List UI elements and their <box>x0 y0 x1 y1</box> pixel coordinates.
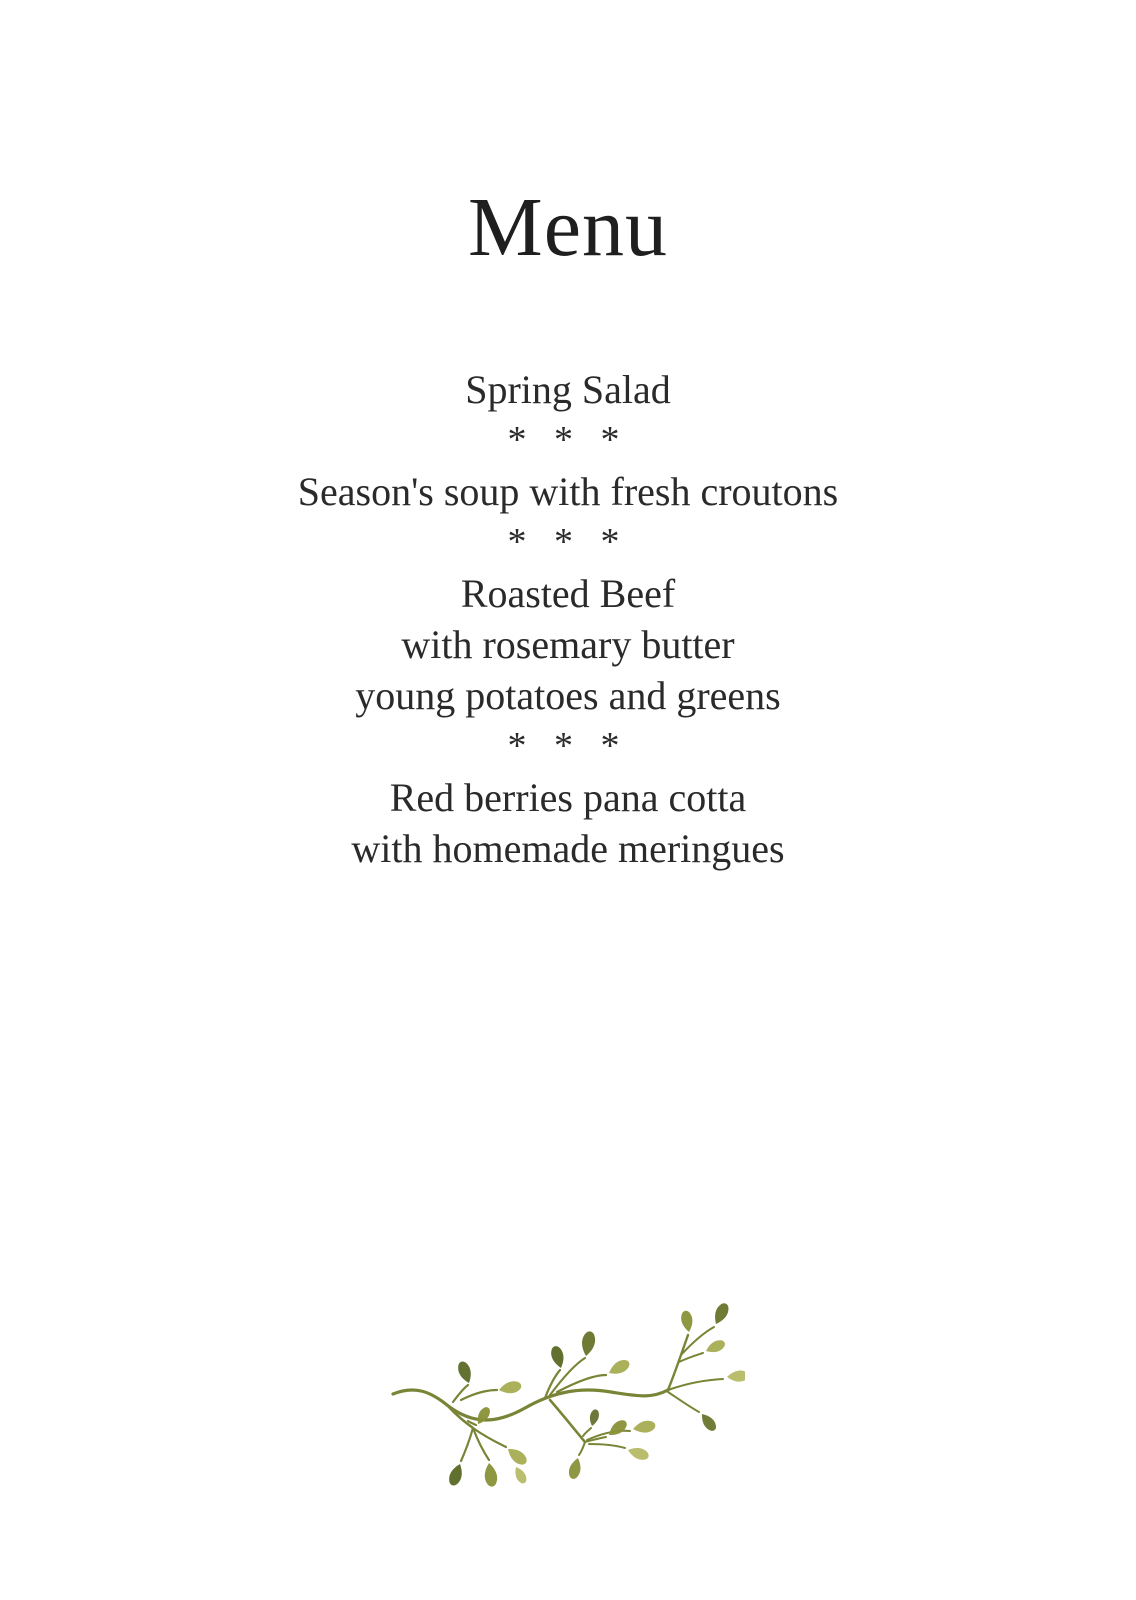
course-list <box>0 364 1136 874</box>
watercolor-branch-illustration <box>385 1280 745 1490</box>
course-divider: * * * <box>507 521 629 563</box>
course-main-name: Roasted Beef <box>460 571 676 616</box>
branch-svg <box>385 1280 745 1490</box>
course-dessert-name: Red berries pana cotta <box>389 775 747 820</box>
course-soup: Season's soup with fresh croutons <box>297 469 839 514</box>
course-dessert-detail: with homemade meringues <box>351 826 785 871</box>
course-divider: * * * <box>507 419 629 461</box>
course-main-detail: young potatoes and greens <box>355 673 781 718</box>
branch-leaves <box>447 1301 745 1487</box>
course-starter: Spring Salad <box>465 367 671 412</box>
course-main-detail: with rosemary butter <box>401 622 735 667</box>
course-divider: * * * <box>507 725 629 767</box>
menu-title: Menu <box>468 181 668 274</box>
